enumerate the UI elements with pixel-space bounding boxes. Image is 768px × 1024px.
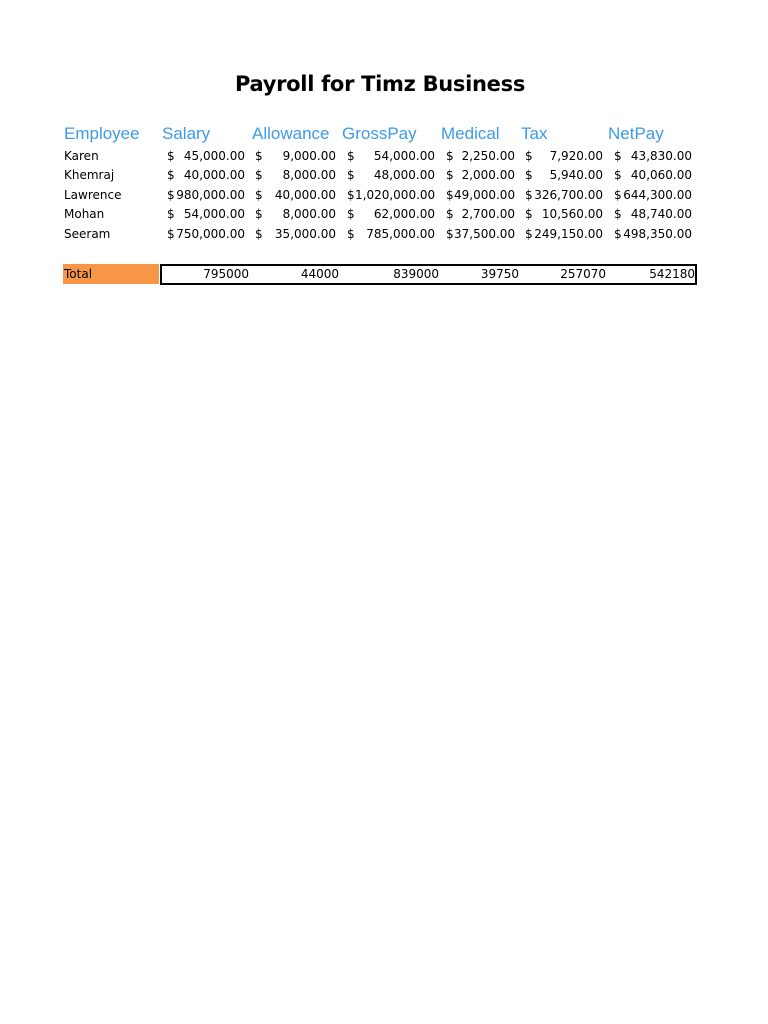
grosspay-value: 54,000.00	[373, 149, 435, 163]
grosspay-value: 785,000.00	[366, 227, 435, 241]
currency-symbol: $	[347, 149, 355, 163]
netpay-value: 498,350.00	[623, 227, 692, 241]
salary-value: 54,000.00	[183, 207, 245, 221]
currency-symbol: $	[525, 188, 533, 202]
currency-symbol: $	[255, 227, 263, 241]
allowance-value: 9,000.00	[282, 149, 336, 163]
currency-symbol: $	[446, 207, 454, 221]
currency-symbol: $	[347, 168, 355, 182]
total-medical: 39750	[480, 267, 519, 281]
netpay-value: 48,740.00	[630, 207, 692, 221]
employee-name: Karen	[64, 149, 99, 163]
tax-value: 5,940.00	[549, 168, 603, 182]
netpay-value: 40,060.00	[630, 168, 692, 182]
employee-name: Mohan	[64, 207, 105, 221]
total-netpay: 542180	[649, 267, 695, 281]
header-employee: Employee	[64, 124, 140, 143]
medical-value: 2,700.00	[461, 207, 515, 221]
total-tax: 257070	[560, 267, 606, 281]
medical-value: 49,000.00	[454, 188, 516, 202]
currency-symbol: $	[614, 207, 622, 221]
netpay-value: 43,830.00	[630, 149, 692, 163]
currency-symbol: $	[525, 168, 533, 182]
currency-symbol: $	[255, 188, 263, 202]
currency-symbol: $	[446, 188, 454, 202]
tax-value: 249,150.00	[534, 227, 603, 241]
header-netpay: NetPay	[608, 124, 664, 143]
tax-value: 326,700.00	[534, 188, 603, 202]
employee-name: Seeram	[64, 227, 111, 241]
currency-symbol: $	[446, 149, 454, 163]
allowance-value: 8,000.00	[282, 168, 336, 182]
page-title: Payroll for Timz Business	[234, 72, 526, 96]
salary-value: 40,000.00	[183, 168, 245, 182]
grosspay-value: 1,020,000.00	[355, 188, 436, 202]
currency-symbol: $	[255, 168, 263, 182]
currency-symbol: $	[167, 207, 175, 221]
allowance-value: 35,000.00	[274, 227, 336, 241]
total-salary: 795000	[203, 267, 249, 281]
currency-symbol: $	[525, 207, 533, 221]
employee-name: Lawrence	[64, 188, 122, 202]
header-allowance: Allowance	[252, 124, 330, 143]
currency-symbol: $	[614, 188, 622, 202]
currency-symbol: $	[255, 207, 263, 221]
grosspay-value: 48,000.00	[373, 168, 435, 182]
header-tax: Tax	[521, 124, 548, 143]
currency-symbol: $	[446, 168, 454, 182]
currency-symbol: $	[167, 168, 175, 182]
currency-symbol: $	[255, 149, 263, 163]
currency-symbol: $	[614, 149, 622, 163]
currency-symbol: $	[347, 227, 355, 241]
currency-symbol: $	[167, 227, 175, 241]
currency-symbol: $	[525, 227, 533, 241]
header-medical: Medical	[441, 124, 500, 143]
currency-symbol: $	[167, 188, 175, 202]
currency-symbol: $	[347, 188, 355, 202]
allowance-value: 8,000.00	[282, 207, 336, 221]
salary-value: 750,000.00	[176, 227, 245, 241]
currency-symbol: $	[614, 227, 622, 241]
total-allowance: 44000	[300, 267, 339, 281]
employee-name: Khemraj	[64, 168, 115, 182]
currency-symbol: $	[167, 149, 175, 163]
medical-value: 2,250.00	[461, 149, 515, 163]
medical-value: 37,500.00	[454, 227, 516, 241]
currency-symbol: $	[347, 207, 355, 221]
tax-value: 7,920.00	[549, 149, 603, 163]
tax-value: 10,560.00	[541, 207, 603, 221]
total-label: Total	[63, 264, 159, 284]
salary-value: 45,000.00	[183, 149, 245, 163]
currency-symbol: $	[614, 168, 622, 182]
allowance-value: 40,000.00	[274, 188, 336, 202]
grosspay-value: 62,000.00	[373, 207, 435, 221]
netpay-value: 644,300.00	[623, 188, 692, 202]
header-salary: Salary	[162, 124, 211, 143]
currency-symbol: $	[525, 149, 533, 163]
total-grosspay: 839000	[393, 267, 439, 281]
salary-value: 980,000.00	[176, 188, 245, 202]
header-grosspay: GrossPay	[342, 124, 417, 143]
currency-symbol: $	[446, 227, 454, 241]
medical-value: 2,000.00	[461, 168, 515, 182]
